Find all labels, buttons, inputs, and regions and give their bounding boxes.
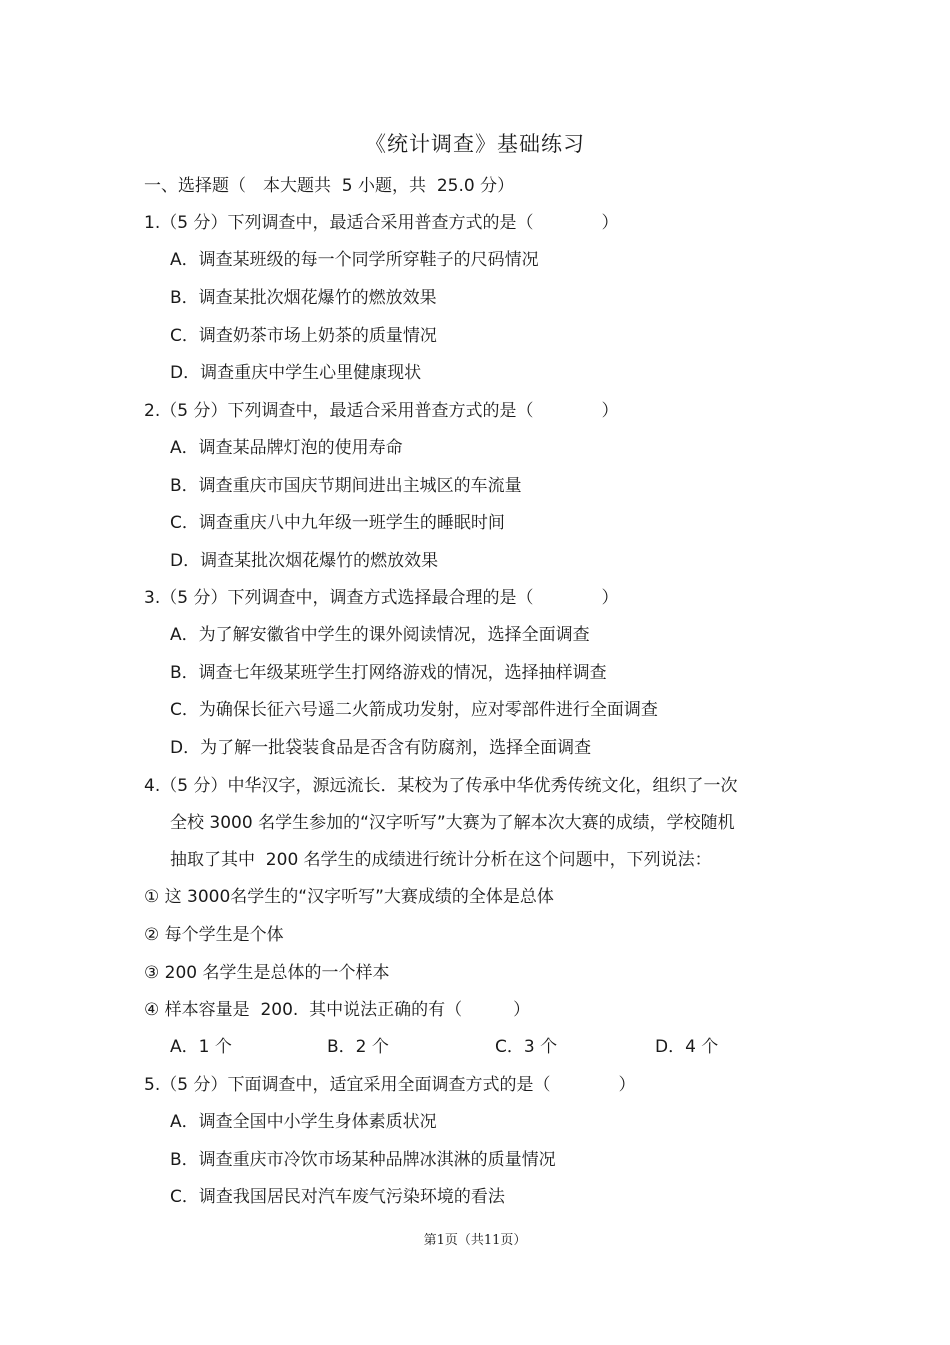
question-1-option-b: B．调查某批次烟花爆竹的燃放效果 bbox=[170, 288, 437, 308]
question-4-choice-c: C．3 个 bbox=[495, 1037, 558, 1057]
question-1-option-d: D．调查重庆中学生心里健康现状 bbox=[170, 363, 422, 383]
question-2-option-a: A．调查某品牌灯泡的使用寿命 bbox=[170, 438, 403, 458]
question-3-option-c: C．为确保长征六号遥二火箭成功发射，应对零部件进行全面调查 bbox=[170, 700, 658, 720]
question-1-option-c: C．调查奶茶市场上奶茶的质量情况 bbox=[170, 326, 437, 346]
question-1-stem: 1.（5 分）下列调查中，最适合采用普查方式的是（ ） bbox=[144, 213, 619, 233]
question-4-statement-2: ② 每个学生是个体 bbox=[144, 925, 284, 945]
question-4-statement-4: ④ 样本容量是 200. 其中说法正确的有（ ） bbox=[144, 1000, 531, 1020]
question-2-stem: 2.（5 分）下列调查中，最适合采用普查方式的是（ ） bbox=[144, 401, 619, 421]
question-2-option-c: C．调查重庆八中九年级一班学生的睡眠时间 bbox=[170, 513, 505, 533]
page-footer: 第1页（共11页） bbox=[423, 1233, 527, 1248]
question-4-choice-a: A．1 个 bbox=[170, 1037, 232, 1057]
question-2-option-b: B．调查重庆市国庆节期间进出主城区的车流量 bbox=[170, 476, 522, 496]
question-4-stem-line-1: 4.（5 分）中华汉字，源远流长．某校为了传承中华优秀传统文化，组织了一次 bbox=[144, 776, 738, 796]
question-5-option-c: C．调查我国居民对汽车废气污染环境的看法 bbox=[170, 1187, 505, 1207]
question-3-option-b: B．调查七年级某班学生打网络游戏的情况，选择抽样调查 bbox=[170, 663, 607, 683]
question-4-choice-b: B．2 个 bbox=[327, 1037, 389, 1057]
question-4-stem-line-3: 抽取了其中 200 名学生的成绩进行统计分析在这个问题中，下列说法： bbox=[170, 850, 712, 870]
question-1-option-a: A．调查某班级的每一个同学所穿鞋子的尺码情况 bbox=[170, 250, 539, 270]
question-4-choice-d: D．4 个 bbox=[655, 1037, 719, 1057]
question-4-statement-3: ③ 200 名学生是总体的一个样本 bbox=[144, 963, 390, 983]
question-3-option-a: A．为了解安徽省中学生的课外阅读情况，选择全面调查 bbox=[170, 625, 590, 645]
question-5-option-b: B．调查重庆市冷饮市场某种品牌冰淇淋的质量情况 bbox=[170, 1150, 556, 1170]
question-2-option-d: D．调查某批次烟花爆竹的燃放效果 bbox=[170, 551, 439, 571]
question-5-stem: 5.（5 分）下面调查中，适宜采用全面调查方式的是（ ） bbox=[144, 1075, 636, 1095]
question-4-stem-line-2: 全校 3000 名学生参加的“汉字听写”大赛为了解本次大赛的成绩，学校随机 bbox=[170, 813, 735, 833]
section-heading: 一、选择题（ 本大题共 5 小题，共 25.0 分） bbox=[144, 176, 515, 196]
question-4-statement-1: ① 这 3000名学生的“汉字听写”大赛成绩的全体是总体 bbox=[144, 887, 554, 907]
document-title: 《统计调查》基础练习 bbox=[365, 132, 585, 156]
question-3-stem: 3.（5 分）下列调查中，调查方式选择最合理的是（ ） bbox=[144, 588, 619, 608]
question-3-option-d: D．为了解一批袋装食品是否含有防腐剂，选择全面调查 bbox=[170, 738, 592, 758]
question-5-option-a: A．调查全国中小学生身体素质状况 bbox=[170, 1112, 437, 1132]
